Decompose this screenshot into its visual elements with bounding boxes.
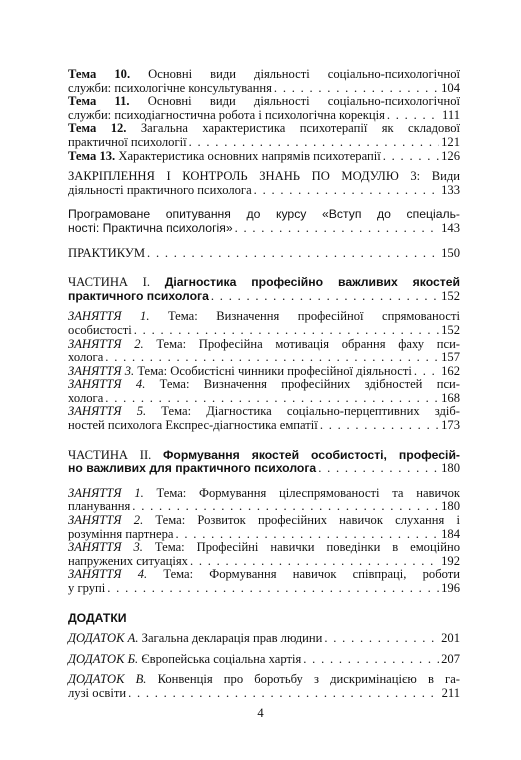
toc-entry-line [68,612,460,626]
toc-entry-last-line [68,184,460,198]
toc-text: ЧАСТИНА ІІ. [68,447,164,462]
dot-leader [414,365,439,379]
toc-text: холога [68,350,104,365]
toc-entry[interactable] [68,208,460,235]
toc-entry-last-line [68,222,460,236]
toc-page-number: 111 [442,107,460,122]
toc-entry-line [68,405,460,419]
toc-entry-line [68,514,460,528]
toc-text: Основні види діяльності соціально-психологічної [130,67,460,81]
toc-page-number: 162 [441,363,460,378]
toc-text: ЗАНЯТТЯ 2. [68,336,144,351]
toc-entry-last-line [68,582,460,596]
toc-text: Тема 11. [68,94,130,109]
toc-text: Тема: Професійні навички поведінки в емоційно [142,540,460,555]
toc-entry-title [68,365,412,379]
toc-entry-last-line [68,150,460,164]
toc-page-number: 201 [441,631,460,646]
toc-text: ПРАКТИКУМ [68,245,146,260]
toc-text: Формування якостей особистості, професій- [163,447,460,462]
toc-text: Тема: Визначення професійних здібностей пси- [145,377,460,392]
toc-entry[interactable] [68,378,460,405]
toc-entry-last-line [68,365,460,379]
toc-entry[interactable] [68,449,460,476]
toc-text: розуміння партнера [68,526,174,541]
toc-entry-title [68,419,318,433]
toc-entry-title [68,184,252,198]
dot-leader [147,247,439,261]
dot-leader [132,500,439,514]
toc-entry-line [68,673,460,687]
toc-entry-last-line [68,290,460,304]
toc-entry-line [68,95,460,109]
toc-text: Тема 12. [68,121,127,136]
toc-entry-line [68,378,460,392]
toc-page-number: 157 [441,350,460,365]
toc-text: холога [68,390,104,405]
toc-page-number: 207 [441,651,460,666]
toc-entry-last-line [68,555,460,569]
toc-entry-line [68,276,460,290]
toc-entry[interactable] [68,122,460,149]
toc-entry-title [68,528,174,542]
toc-entry-line [68,122,460,136]
toc-text: Характеристика основних напрямів психотерапії [115,148,381,163]
dot-leader [320,419,439,433]
toc-text: Основні види діяльності соціально-психологічної [129,94,461,109]
page-number: 4 [257,706,264,720]
toc-text: ДОДАТОК А. [68,631,139,646]
toc-text: напружених ситуаціях [68,553,188,568]
toc-entry-title [68,392,103,406]
toc-entry-title [68,462,316,476]
dot-leader [107,582,439,596]
toc-text: практичної психології [68,134,187,149]
toc-entry-last-line [68,500,460,514]
toc-entry-title [68,109,385,123]
toc-entry[interactable] [68,541,460,568]
toc-page-number: 184 [441,526,460,541]
toc-entry-title [68,150,381,164]
toc-entry-line [68,541,460,555]
toc-text: Тема: Формування цілеспрямованості та навичок [143,485,460,500]
toc-entry-last-line [68,82,460,96]
toc-entry-title [68,653,301,667]
toc-entry-last-line [68,247,460,261]
toc-entry[interactable] [68,673,460,700]
table-of-contents [68,68,460,701]
toc-entry[interactable] [68,405,460,432]
toc-entry-title [68,324,132,338]
toc-page-number: 152 [441,288,460,303]
toc-entry[interactable] [68,150,460,164]
toc-text: служби: психодіагностична робота і психологічна корекція [68,107,385,122]
toc-entry[interactable] [68,247,460,261]
toc-entry-last-line [68,109,460,123]
toc-entry-title [68,82,272,96]
toc-page-number: 143 [441,220,460,235]
toc-entry[interactable] [68,653,460,667]
toc-entry-title [68,222,233,236]
dot-leader [274,82,439,96]
dot-leader [324,632,439,646]
toc-text: Тема: Формування навичок співпраці, роботи [147,567,460,582]
toc-entry-title [68,687,126,701]
toc-text: ЗАНЯТТЯ 1. [68,309,150,324]
toc-text: ДОДАТОК В. [68,672,147,687]
toc-entry[interactable] [68,632,460,646]
toc-entry-line [68,487,460,501]
toc-entry-title [68,582,105,596]
toc-page-number: 133 [441,182,460,197]
toc-entry-last-line [68,419,460,433]
toc-entry[interactable] [68,95,460,122]
toc-entry-last-line [68,392,460,406]
toc-entry-line [68,568,460,582]
toc-text: планування [68,499,131,514]
toc-text: лузі освіти [68,685,127,700]
toc-text: Конвенція про боротьбу з дискримінацією в га- [146,672,460,687]
toc-text: Тема: Визначення професійної спрямованості [149,309,460,324]
toc-entry[interactable] [68,365,460,379]
toc-text: Тема: Діагностика соціально-перцептивних здіб- [146,404,460,419]
toc-entry[interactable] [68,310,460,337]
toc-text: но важливих для практичного психолога [68,461,317,476]
toc-page-number: 121 [441,134,460,149]
toc-entry-last-line [68,632,460,646]
toc-page-number: 211 [441,685,460,700]
toc-text: Загальна характеристика психотерапії як складової [126,121,460,136]
toc-entry-line [68,449,460,463]
dot-leader [211,290,439,304]
toc-page-number: 150 [441,245,460,260]
toc-text: Програмоване опитування до курсу «Вступ до спеціаль- [68,207,460,222]
toc-entry-last-line [68,653,460,667]
toc-entry-title [68,500,130,514]
toc-text: ностей психолога Експрес-діагностика емпатії [68,418,318,433]
toc-entry-title [68,351,103,365]
toc-entry[interactable] [68,612,460,626]
toc-entry-title [68,247,145,261]
toc-page-number: 192 [441,553,460,568]
toc-page-number: 180 [441,461,460,476]
toc-text: ЗАНЯТТЯ 4. [68,377,146,392]
toc-entry-last-line [68,136,460,150]
toc-text: у групі [68,581,106,595]
toc-text: ЗАКРІПЛЕННЯ І КОНТРОЛЬ ЗНАНЬ ПО МОДУЛЮ 3: Види [68,169,460,184]
toc-text: Тема: Розвиток професійних навичок слухання і [143,513,460,528]
toc-page-number: 104 [441,80,460,95]
dot-leader [318,462,439,476]
dot-leader [254,184,439,198]
toc-text: ЗАНЯТТЯ 3. [68,363,135,378]
dot-leader [134,324,439,338]
toc-entry-title [68,290,209,304]
dot-leader [105,392,439,406]
toc-page-number: 173 [441,418,460,433]
toc-entry-title [68,136,187,150]
toc-entry[interactable] [68,338,460,365]
toc-text: Тема 10. [68,67,131,81]
toc-page-number: 180 [441,499,460,514]
toc-entry[interactable] [68,514,460,541]
toc-entry[interactable] [68,276,460,303]
toc-entry-last-line [68,687,460,701]
toc-entry-last-line [68,324,460,338]
toc-text: ДОДАТКИ [68,610,127,625]
toc-text: ЗАНЯТТЯ 1. [68,485,144,500]
toc-text: Діагностика професійно важливих якостей [164,275,460,290]
toc-entry-title [68,555,188,569]
toc-text: ності: Практична психологія» [68,220,233,235]
toc-entry-line [68,338,460,352]
toc-entry-line [68,310,460,324]
toc-entry-last-line [68,528,460,542]
toc-text: Європейська соціальна хартія [138,651,302,666]
dot-leader [176,528,440,542]
toc-entry-title [68,632,322,646]
dot-leader [303,653,439,667]
toc-page-number: 152 [441,322,460,337]
toc-entry[interactable] [68,487,460,514]
toc-text: діяльності практичного психолога [68,182,252,197]
toc-text: практичного психолога [68,288,209,303]
toc-text: ЗАНЯТТЯ 2. [68,513,144,528]
toc-page-number: 126 [441,148,460,163]
dot-leader [189,136,440,150]
toc-text: Тема: Професійна мотивація обрання фаху пси- [143,336,460,351]
toc-text: Тема: Особистісні чинники професійної діяльності [134,363,412,378]
toc-text: ЗАНЯТТЯ 5. [68,404,147,419]
toc-entry[interactable] [68,68,460,95]
toc-text: особистості [68,322,132,337]
toc-entry-last-line [68,462,460,476]
toc-page-number: 196 [441,581,460,595]
toc-entry[interactable] [68,568,460,595]
toc-text: Загальна декларація прав людини [138,631,323,646]
dot-leader [383,150,439,164]
toc-entry-line [68,208,460,222]
toc-entry-last-line [68,351,460,365]
toc-text: ЗАНЯТТЯ 4. [68,567,148,582]
toc-entry-line [68,170,460,184]
toc-entry[interactable] [68,170,460,197]
dot-leader [235,222,440,236]
dot-leader [190,555,439,569]
dot-leader [105,351,439,365]
toc-text: служби: психологічне консультування [68,80,272,95]
toc-text: ЗАНЯТТЯ 3. [68,540,143,555]
dot-leader [387,109,440,123]
toc-text: Тема 13. [68,148,116,163]
dot-leader [128,687,439,701]
toc-entry-line [68,68,460,82]
toc-page-number: 168 [441,390,460,405]
toc-text: ЧАСТИНА І. [68,275,165,290]
toc-text: ДОДАТОК Б. [68,651,139,666]
